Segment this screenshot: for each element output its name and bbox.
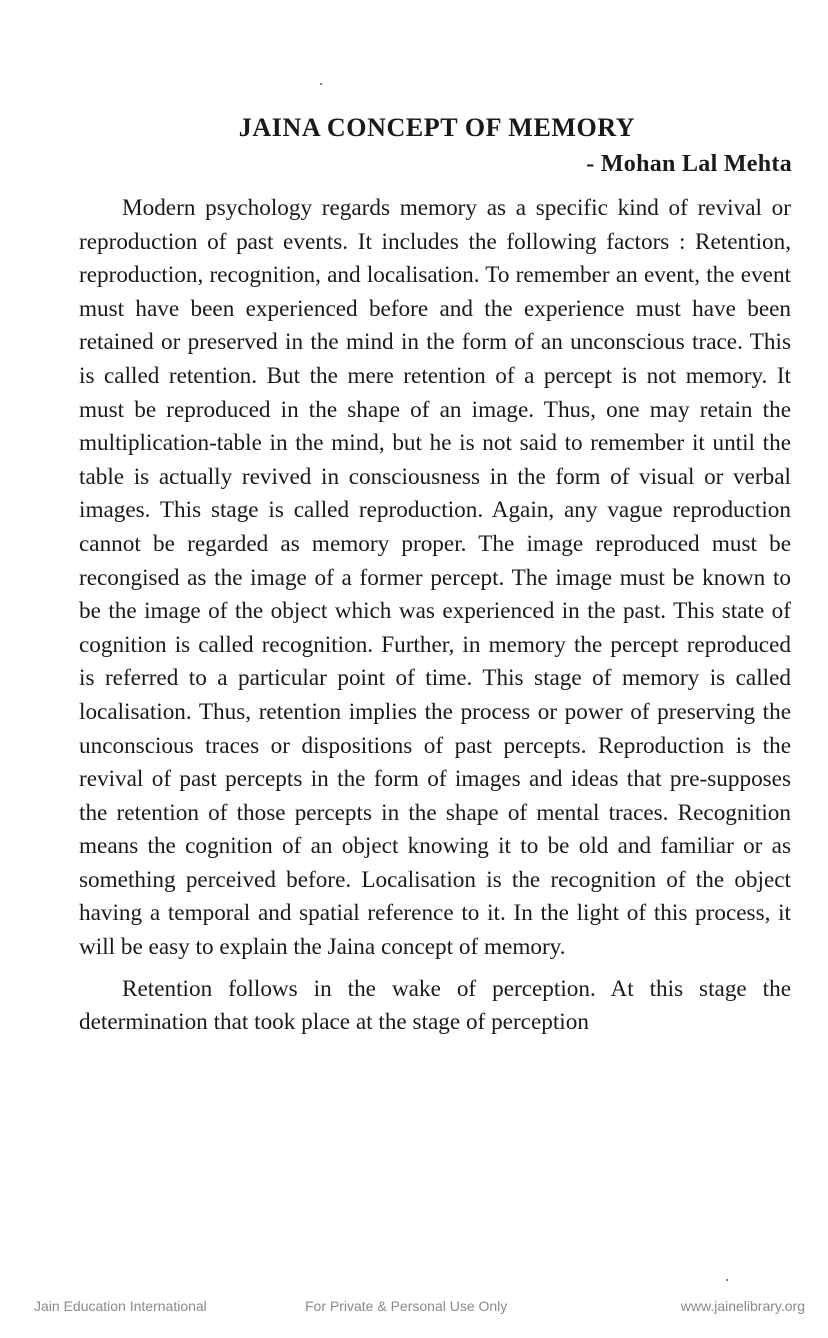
footer-publisher: Jain Education International bbox=[34, 1298, 207, 1314]
scan-speck bbox=[726, 1279, 728, 1281]
footer-website: www.jainelibrary.org bbox=[680, 1298, 805, 1314]
paragraph-2: Retention follows in the wake of perception. At this stage the determination that took place at the stage of perception bbox=[79, 975, 791, 1036]
article-title: JAINA CONCEPT OF MEMORY bbox=[238, 113, 636, 142]
article-author: - Mohan Lal Mehta bbox=[586, 151, 792, 177]
footer-usage-note: For Private & Personal Use Only bbox=[305, 1298, 508, 1314]
article-body bbox=[79, 192, 791, 1040]
scan-speck bbox=[320, 83, 322, 85]
paragraph-1: Modern psychology regards memory as a specific kind of revival or reproduction of past events. It includes the following factors : Retention, reproduction, recognition, and localisation. To remember an event, the event must have been experienced before and the experience must have been retained or preserved in the mind in the form of an unconscious trace. This is called retention. But the mere retention of a percept is not memory. It must be reproduced in the shape of an image. Thus, one may retain the multiplication-table in the mind, but he is not said to remember it until the table is actually revived in consciousness in the form of visual or verbal images. This stage is called reproduction. Again, any vague reproduction cannot be regarded as memory proper. The image reproduced must be recongised as the image of a former percept. The image must be known to be the image of the object which was experienced in the past. This state of cognition is called recognition. Further, in memory the percept reproduced is referred to a particular point of time. This stage of memory is called localisation. Thus, retention implies the process or power of preserving the unconscious traces or dispositions of past percepts. Reproduction is the revival of past percepts in the form of images and ideas that pre-supposes the retention of those percepts in the shape of mental traces. Recognition means the cognition of an object knowing it to be old and familiar or as something perceived before. Localisation is the recognition of the object having a temporal and spatial reference to it. In the light of this process, it will be easy to explain the Jaina concept of memory. bbox=[79, 195, 791, 961]
